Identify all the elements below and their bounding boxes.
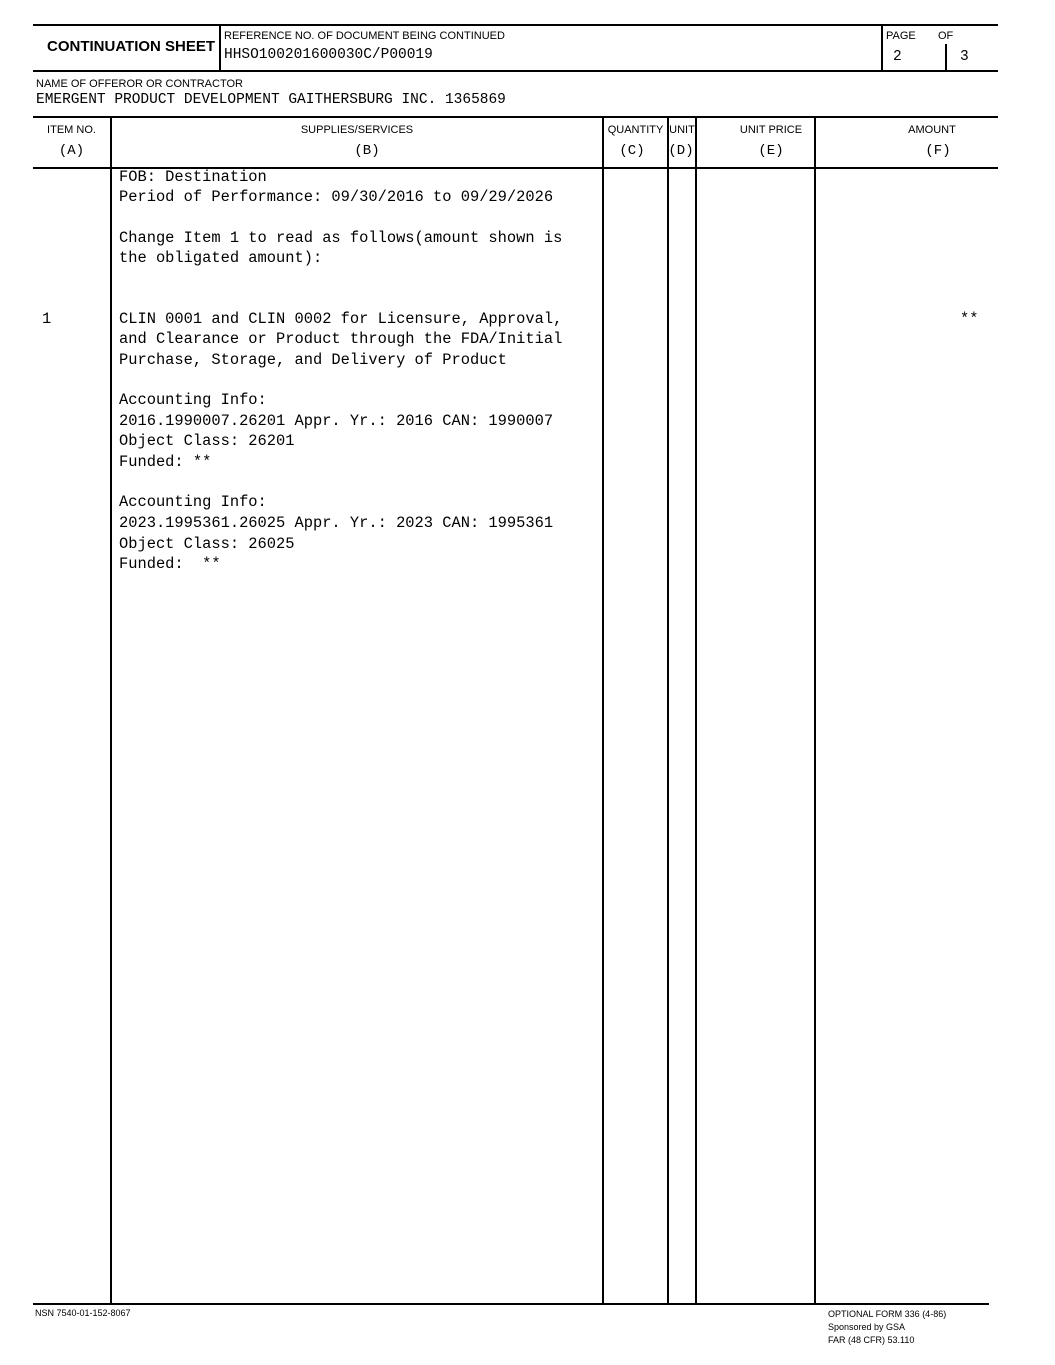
- body-line: Purchase, Storage, and Delivery of Product: [119, 351, 507, 369]
- column-divider-d-e: [695, 116, 697, 1304]
- reference-label: REFERENCE NO. OF DOCUMENT BEING CONTINUED: [224, 30, 505, 42]
- item-amount: **: [960, 310, 979, 328]
- offeror-name: EMERGENT PRODUCT DEVELOPMENT GAITHERSBURG INC. 1365869: [36, 92, 506, 108]
- body-line: Object Class: 26201: [119, 432, 295, 450]
- column-letter-a: (A): [58, 143, 85, 159]
- body-line: FOB: Destination: [119, 168, 267, 186]
- body-line: and Clearance or Product through the FDA/Initial: [119, 330, 563, 348]
- reference-number: HHSO100201600030C/P00019: [224, 47, 433, 63]
- header-divider-page: [881, 24, 883, 72]
- table-top-rule: [33, 116, 998, 118]
- body-line: Accounting Info:: [119, 493, 267, 511]
- column-divider-c-d: [667, 116, 669, 1304]
- body-line: the obligated amount):: [119, 249, 323, 267]
- column-divider-e-f: [814, 116, 816, 1304]
- nsn-number: NSN 7540-01-152-8067: [35, 1308, 131, 1318]
- header-divider-title: [219, 24, 221, 72]
- column-letter-b: (B): [354, 143, 380, 159]
- column-letter-d: (D): [668, 143, 694, 159]
- header-top-rule: [33, 24, 998, 26]
- column-heading-supplies-services: SUPPLIES/SERVICES: [300, 124, 414, 136]
- column-divider-b-c: [602, 116, 604, 1304]
- page-of-divider: [945, 44, 947, 70]
- header-bottom-rule: [33, 70, 998, 72]
- sponsor: Sponsored by GSA: [828, 1322, 906, 1332]
- body-line: Object Class: 26025: [119, 535, 295, 553]
- table-bottom-rule: [33, 1303, 989, 1305]
- body-line: Accounting Info:: [119, 391, 267, 409]
- page-label: PAGE: [886, 30, 916, 42]
- sheet-title: CONTINUATION SHEET: [47, 38, 216, 55]
- body-line: 2016.1990007.26201 Appr. Yr.: 2016 CAN: 1990007: [119, 412, 554, 430]
- body-line: 2023.1995361.26025 Appr. Yr.: 2023 CAN: 1995361: [119, 514, 554, 532]
- item-number: 1: [42, 310, 52, 328]
- body-line: CLIN 0001 and CLIN 0002 for Licensure, Approval,: [119, 310, 563, 328]
- form-number: OPTIONAL FORM 336 (4-86): [828, 1309, 947, 1319]
- of-label: OF: [938, 30, 954, 42]
- body-line: Funded: **: [119, 453, 212, 471]
- offeror-label: NAME OF OFFEROR OR CONTRACTOR: [36, 78, 243, 90]
- body-line: Funded: **: [119, 555, 221, 573]
- column-heading-amount: AMOUNT: [908, 124, 956, 136]
- column-heading-item-no: ITEM NO.: [47, 124, 96, 136]
- column-heading-unit: UNIT: [669, 124, 695, 136]
- far-reference: FAR (48 CFR) 53.110: [828, 1335, 915, 1345]
- column-heading-unit-price: UNIT PRICE: [739, 124, 803, 136]
- page-total: 3: [960, 49, 969, 65]
- column-divider-a-b: [110, 116, 112, 1304]
- page-number: 2: [893, 49, 902, 65]
- body-line: Change Item 1 to read as follows(amount shown is: [119, 229, 563, 247]
- column-heading-quantity: QUANTITY: [607, 124, 664, 136]
- column-letter-e: (E): [758, 143, 784, 159]
- body-line: Period of Performance: 09/30/2016 to 09/29/2026: [119, 188, 554, 206]
- column-letter-c: (C): [619, 143, 645, 159]
- column-letter-f: (F): [925, 143, 951, 159]
